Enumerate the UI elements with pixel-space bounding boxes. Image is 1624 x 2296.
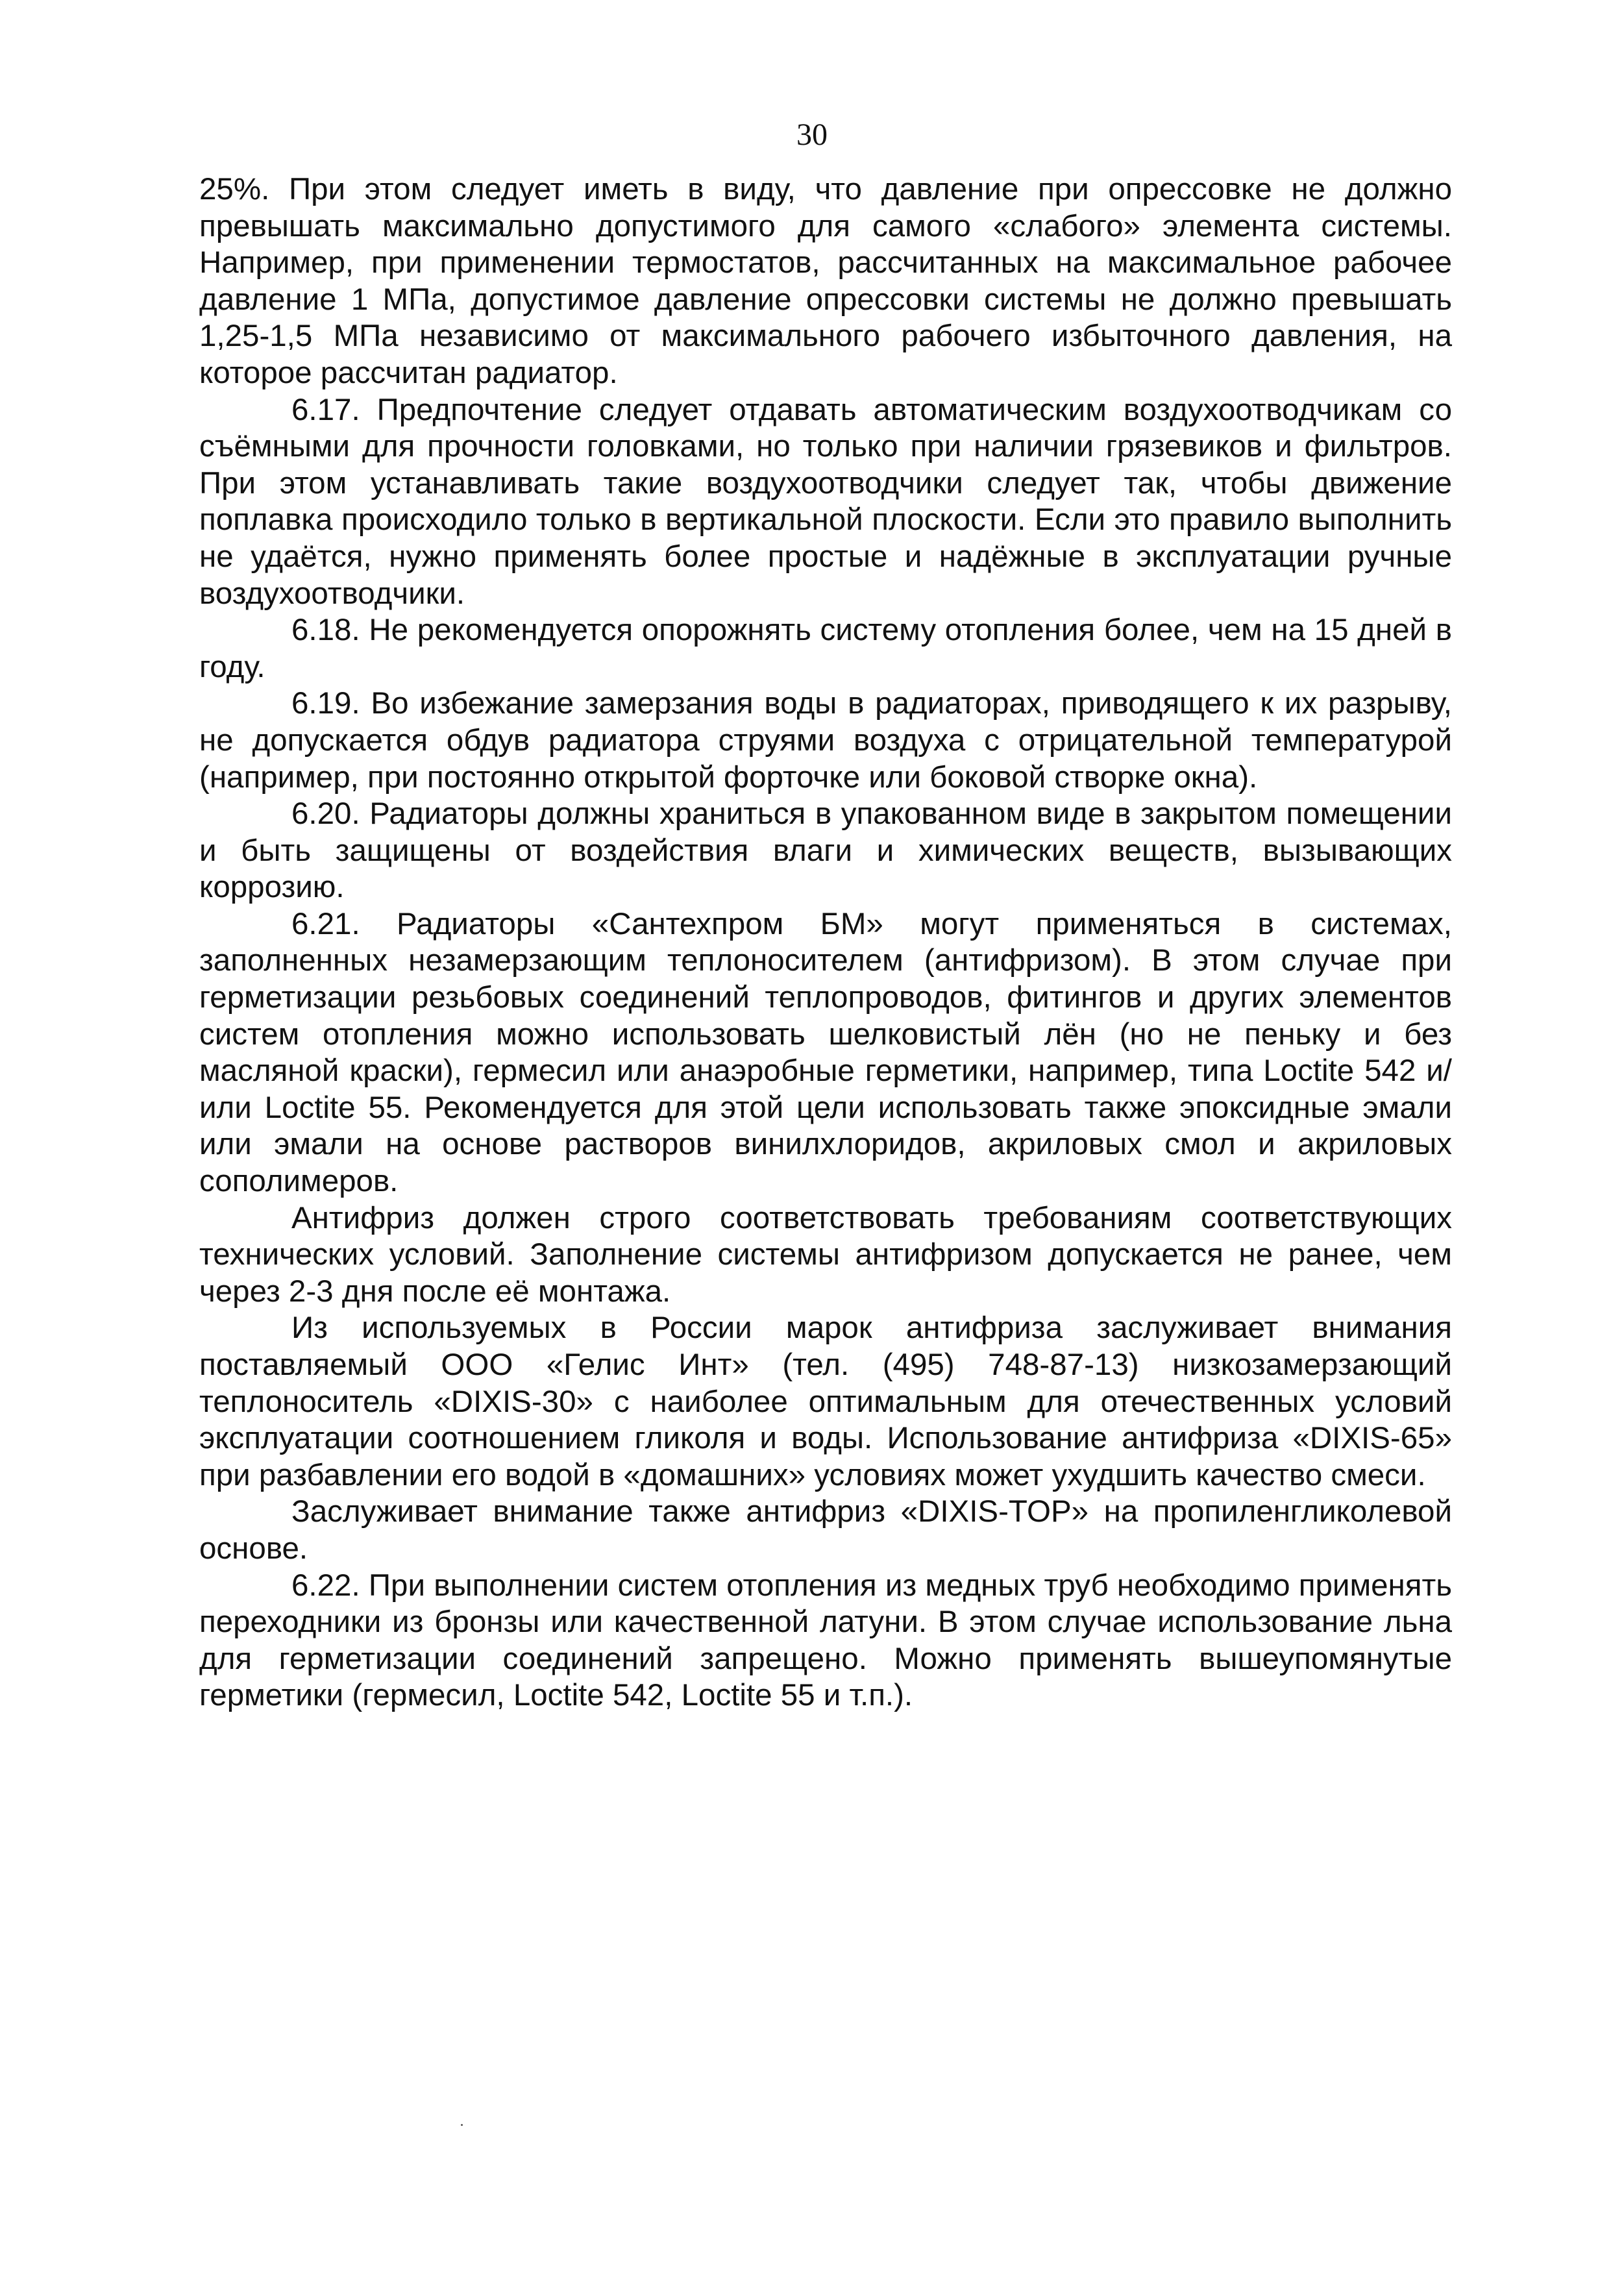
paragraph-6-20: 6.20. Радиаторы должны храниться в упакованном виде в закрытом помещении и быть защищены от воздействия влаги и химических веществ, вызывающих коррозию.: [199, 796, 1452, 905]
document-body: [199, 171, 1452, 1714]
paragraph-6-21: 6.21. Радиаторы «Сантехпром БМ» могут применяться в системах, заполненных незамерзающим теплоносителем (антифризом). В этом случае при герметизации резьбовых соединений теплопроводов, фитингов и других элементов систем отопления можно использовать шелковистый лён (но не пеньку и без масляной краски), гермесил или анаэробные герметики, например, типа Loctite 542 и/или Loctite 55. Рекомендуется для этой цели использовать также эпоксидные эмали или эмали на основе растворов винилхлоридов, акриловых смол и акриловых сополимеров.: [199, 906, 1452, 1199]
paragraph-antifreeze-requirements: Антифриз должен строго соответствовать требованиям соответствующих технических условий. Заполнение системы антифризом допускается не ранее, чем через 2-3 дня после её монтажа.: [199, 1200, 1452, 1309]
paragraph-antifreeze-brands: Из используемых в России марок антифриза заслуживает внимания поставляемый ООО «Гелис Инт» (тел. (495) 748-87-13) низкозамерзающий теплоноситель «DIXIS-30» с наиболее оптимальным для отечественных условий эксплуатации соотношением гликоля и воды. Использование антифриза «DIXIS-65» при разбавлении его водой в «домашних» условиях может ухудшить качество смеси.: [199, 1311, 1452, 1492]
paragraph-continuation: 25%. При этом следует иметь в виду, что давление при опрессовке не должно превышать максимально допустимого для самого «слабого» элемента системы. Например, при применении термостатов, рассчитанных на максимальное рабочее давление 1 МПа, допустимое давление опрессовки системы не должно превышать 1,25-1,5 МПа независимо от максимального рабочего избыточного давления, на которое рассчитан радиатор.: [199, 172, 1452, 390]
paragraph-6-19: 6.19. Во избежание замерзания воды в радиаторах, приводящего к их разрыву, не допускается обдув радиатора струями воздуха с отрицательной температурой (например, при постоянно открытой форточке или боковой створке окна).: [199, 686, 1452, 795]
paragraph-6-18: 6.18. Не рекомендуется опорожнять систему отопления более, чем на 15 дней в году.: [199, 613, 1452, 684]
paragraph-6-17: 6.17. Предпочтение следует отдавать автоматическим воздухоотводчикам со съёмными для прочности головками, но только при наличии грязевиков и фильтров. При этом устанавливать такие воздухоотводчики следует так, чтобы движение поплавка происходило только в вертикальной плоскости. Если это правило выполнить не удаётся, нужно применять более простые и надёжные в эксплуатации ручные воздухоотводчики.: [199, 392, 1452, 611]
paragraph-6-22: 6.22. При выполнении систем отопления из медных труб необходимо применять переходники из бронзы или качественной латуни. В этом случае использование льна для герметизации соединений запрещено. Можно применять вышеупомянутые герметики (гермесил, Loctite 542, Loctite 55 и т.п.).: [199, 1568, 1452, 1713]
scan-dot-mark: [461, 2124, 463, 2126]
paragraph-dixis-top: Заслуживает внимание также антифриз «DIXIS-TOP» на пропиленгликолевой основе.: [199, 1494, 1452, 1566]
page-number: 30: [796, 117, 828, 152]
